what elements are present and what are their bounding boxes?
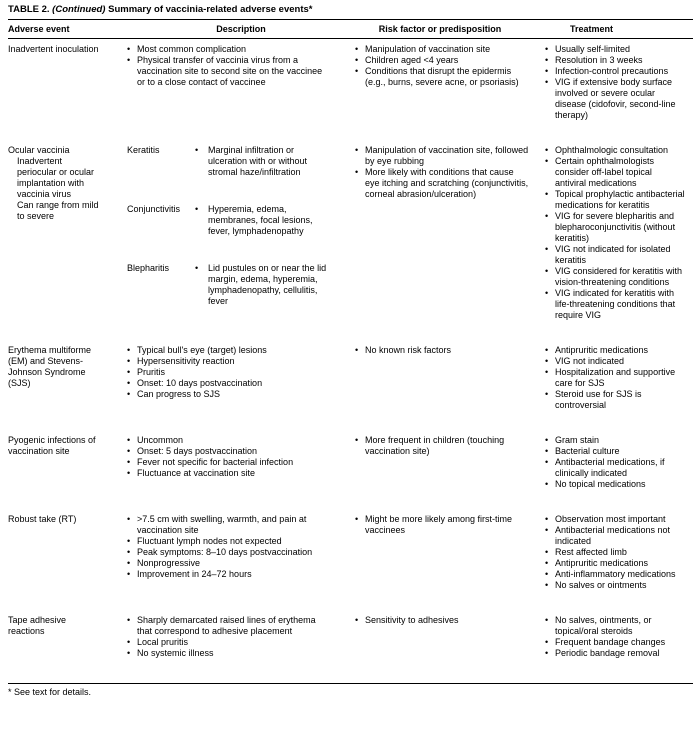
bullet-icon: • — [545, 479, 549, 489]
bullet-text: Pruritis — [137, 367, 166, 377]
bullet-item — [355, 55, 530, 66]
bullet-item — [545, 648, 685, 659]
table-row — [8, 615, 693, 659]
bullet-text: Hyperemia, edema, membranes, focal lesions, fever, lymphadenopathy — [208, 204, 313, 236]
risk-factor-cell — [355, 615, 545, 659]
column-header-risk-factor: Risk factor or predisposition — [378, 24, 502, 34]
bullet-icon: • — [355, 167, 359, 177]
bullet-text: Sensitivity to adhesives — [365, 615, 459, 625]
bullet-icon: • — [195, 145, 199, 155]
bullet-text: Antipruritic medications — [555, 558, 649, 568]
bullet-list — [127, 615, 327, 659]
bullet-icon: • — [545, 244, 549, 254]
bullet-text: Infection-control precautions — [555, 66, 669, 76]
bullet-item — [545, 637, 685, 648]
bullet-list — [355, 435, 530, 457]
bullet-icon: • — [355, 615, 359, 625]
bullet-icon: • — [545, 266, 549, 276]
bullet-text: Manipulation of vaccination site — [365, 44, 491, 54]
bullet-item — [127, 569, 327, 580]
bullet-text: Resolution in 3 weeks — [555, 55, 643, 65]
bullet-icon: • — [545, 389, 549, 399]
bullet-text: Sharply demarcated raised lines of erythema that correspond to adhesive placement — [137, 615, 316, 636]
treatment-cell — [545, 514, 693, 591]
bullet-text: >7.5 cm with swelling, warmth, and pain at vaccination site — [137, 514, 307, 535]
bullet-text: Typical bull's eye (target) lesions — [137, 345, 267, 355]
bullet-item — [195, 145, 327, 178]
adverse-event-name: Erythema multiforme (EM) and Stevens-Johnson Syndrome (SJS) — [8, 345, 92, 388]
table-row — [8, 345, 693, 411]
bullet-item — [545, 457, 685, 479]
condition-name: Conjunctivitis — [127, 204, 181, 214]
bullet-icon: • — [545, 345, 549, 355]
bullet-icon: • — [127, 569, 131, 579]
bullet-list — [127, 435, 327, 479]
adverse-event-cell — [8, 345, 127, 411]
table-title-text: Summary of vaccinia-related adverse events* — [108, 4, 313, 15]
bullet-text: Fever not specific for bacterial infection — [137, 457, 294, 467]
bullet-text: Observation most important — [555, 514, 666, 524]
bullet-list — [127, 345, 327, 400]
bullet-text: Antibacterial medications, if clinically indicated — [555, 457, 665, 478]
bullet-item — [355, 44, 530, 55]
bullet-text: Antibacterial medications not indicated — [555, 525, 671, 546]
risk-factor-cell — [355, 345, 545, 411]
condition-items — [195, 145, 327, 178]
bullet-text: Children aged <4 years — [365, 55, 459, 65]
bullet-icon: • — [545, 156, 549, 166]
bullet-item — [355, 167, 530, 200]
bullet-item — [127, 615, 327, 637]
treatment-cell — [545, 615, 693, 659]
bullet-text: Nonprogressive — [137, 558, 201, 568]
bullet-text: Anti-inflammatory medications — [555, 569, 676, 579]
bullet-list — [195, 204, 327, 237]
bullet-text: Fluctuance at vaccination site — [137, 468, 256, 478]
bullet-item — [127, 44, 327, 55]
adverse-event-cell — [8, 44, 127, 121]
table-title — [8, 4, 693, 19]
bullet-text: Certain ophthalmologists consider off-label topical antiviral medications — [555, 156, 655, 188]
bullet-text: VIG not indicated — [555, 356, 625, 366]
bullet-icon: • — [195, 204, 199, 214]
condition-name: Blepharitis — [127, 263, 170, 273]
bullet-icon: • — [545, 580, 549, 590]
table-number: TABLE 2. — [8, 4, 50, 15]
bullet-icon: • — [545, 558, 549, 568]
adverse-event-name: Tape adhesive reactions — [8, 615, 67, 636]
bullet-icon: • — [355, 435, 359, 445]
bullet-list — [127, 514, 327, 580]
risk-factor-cell — [355, 435, 545, 490]
bullet-icon: • — [355, 145, 359, 155]
bullet-list — [545, 44, 685, 121]
bullet-item — [545, 211, 685, 244]
bullet-icon: • — [127, 648, 131, 658]
bullet-item — [545, 345, 685, 356]
bullet-icon: • — [545, 55, 549, 65]
bullet-item — [545, 435, 685, 446]
treatment-cell — [545, 345, 693, 411]
bullet-item — [545, 569, 685, 580]
bullet-text: Manipulation of vaccination site, followed by eye rubbing — [365, 145, 529, 166]
bullet-text: Gram stain — [555, 435, 600, 445]
bullet-icon: • — [545, 145, 549, 155]
bullet-item — [127, 514, 327, 536]
bullet-item — [545, 446, 685, 457]
bullet-text: More likely with conditions that cause eye itching and scratching (conjunctivitis, corneal abrasion/ulceration) — [365, 167, 529, 199]
bullet-icon: • — [127, 378, 131, 388]
bullet-text: Frequent bandage changes — [555, 637, 666, 647]
adverse-event-cell — [8, 145, 127, 321]
bullet-text: Can progress to SJS — [137, 389, 221, 399]
bullet-icon: • — [545, 367, 549, 377]
condition-group — [127, 145, 327, 178]
bullet-text: Fluctuant lymph nodes not expected — [137, 536, 282, 546]
bullet-text: No systemic illness — [137, 648, 214, 658]
bullet-item — [545, 367, 685, 389]
bullet-text: No salves, ointments, or topical/oral steroids — [555, 615, 652, 636]
treatment-cell — [545, 145, 693, 321]
bullet-text: Improvement in 24–72 hours — [137, 569, 252, 579]
bullet-list — [545, 615, 685, 659]
description-cell — [127, 615, 355, 659]
adverse-event-name: Robust take (RT) — [8, 514, 77, 524]
bullet-list — [355, 514, 530, 536]
bullet-item — [545, 525, 685, 547]
description-cell — [127, 345, 355, 411]
bullet-icon: • — [355, 55, 359, 65]
bullet-icon: • — [545, 569, 549, 579]
bullet-item — [127, 446, 327, 457]
bullet-text: Onset: 10 days postvaccination — [137, 378, 263, 388]
condition-group — [127, 263, 327, 307]
adverse-event-cell — [8, 435, 127, 490]
bullet-icon: • — [355, 44, 359, 54]
bullet-item — [545, 479, 685, 490]
bullet-text: Hospitalization and supportive care for SJS — [555, 367, 676, 388]
table-row — [8, 435, 693, 490]
bullet-icon: • — [545, 648, 549, 658]
table-row — [8, 514, 693, 591]
bullet-item — [127, 367, 327, 378]
bullet-text: Local pruritis — [137, 637, 189, 647]
bullet-text: Rest affected limb — [555, 547, 627, 557]
bullet-item — [545, 547, 685, 558]
bullet-text: VIG if extensive body surface involved or severe ocular disease (cidofovir, second-line therapy) — [555, 77, 676, 120]
bullet-list — [195, 263, 327, 307]
table-header-row — [8, 20, 693, 38]
bullet-item — [127, 547, 327, 558]
bullet-item — [355, 514, 530, 536]
bullet-list — [545, 435, 685, 490]
bullet-icon: • — [127, 514, 131, 524]
condition-items — [195, 263, 327, 307]
table-continued-flag: (Continued) — [52, 4, 106, 15]
bullet-text: VIG indicated for keratitis with life-threatening conditions that require VIG — [555, 288, 676, 320]
bullet-text: VIG considered for keratitis with vision-threatening conditions — [555, 266, 683, 287]
bullet-text: Might be more likely among first-time vaccinees — [365, 514, 513, 535]
bullet-icon: • — [127, 44, 131, 54]
bullet-icon: • — [127, 536, 131, 546]
bullet-list — [355, 145, 530, 200]
adverse-event-name: Inadvertent inoculation — [8, 44, 99, 54]
bullet-text: Most common complication — [137, 44, 247, 54]
description-cell — [127, 435, 355, 490]
column-header-description: Description — [216, 24, 266, 34]
bullet-icon: • — [127, 637, 131, 647]
bullet-icon: • — [127, 468, 131, 478]
bullet-item — [545, 156, 685, 189]
bullet-list — [545, 514, 685, 591]
bullet-item — [195, 263, 327, 307]
bullet-icon: • — [355, 514, 359, 524]
bullet-list — [355, 44, 530, 88]
description-cell — [127, 44, 355, 121]
bullet-icon: • — [545, 189, 549, 199]
bullet-item — [127, 378, 327, 389]
table-row — [8, 44, 693, 121]
bullet-item — [545, 44, 685, 55]
bullet-item — [545, 615, 685, 637]
risk-factor-cell — [355, 514, 545, 591]
bullet-item — [545, 514, 685, 525]
bullet-item — [127, 435, 327, 446]
condition-group — [127, 204, 327, 237]
bullet-icon: • — [127, 367, 131, 377]
bullet-text: VIG not indicated for isolated keratitis — [555, 244, 671, 265]
bullet-text: No topical medications — [555, 479, 646, 489]
bullet-list — [355, 345, 530, 356]
bullet-text: More frequent in children (touching vaccination site) — [365, 435, 505, 456]
bullet-icon: • — [127, 615, 131, 625]
bullet-icon: • — [545, 637, 549, 647]
bullet-icon: • — [545, 446, 549, 456]
bullet-icon: • — [545, 44, 549, 54]
bullet-icon: • — [545, 514, 549, 524]
bullet-list — [545, 145, 685, 321]
bullet-item — [127, 356, 327, 367]
bullet-text: Onset: 5 days postvaccination — [137, 446, 258, 456]
bullet-item — [355, 615, 530, 626]
bullet-item — [127, 536, 327, 547]
bullet-list — [545, 345, 685, 411]
bullet-text: Bacterial culture — [555, 446, 620, 456]
bullet-item — [545, 356, 685, 367]
bullet-icon: • — [127, 547, 131, 557]
bullet-item — [545, 55, 685, 66]
bullet-icon: • — [545, 525, 549, 535]
bullet-text: Ophthalmologic consultation — [555, 145, 669, 155]
bullet-text: No salves or ointments — [555, 580, 647, 590]
bullet-list — [355, 615, 530, 626]
bullet-list — [195, 145, 327, 178]
bullet-icon: • — [127, 389, 131, 399]
bullet-icon: • — [127, 356, 131, 366]
bullet-item — [545, 558, 685, 569]
bullet-item — [127, 345, 327, 356]
bullet-icon: • — [545, 547, 549, 557]
bullet-icon: • — [127, 457, 131, 467]
bullet-item — [545, 580, 685, 591]
treatment-cell — [545, 44, 693, 121]
bullet-icon: • — [545, 211, 549, 221]
bullet-text: Peak symptoms: 8–10 days postvaccination — [137, 547, 313, 557]
bullet-icon: • — [195, 263, 199, 273]
risk-factor-cell — [355, 44, 545, 121]
table-row — [8, 145, 693, 321]
description-cell — [127, 514, 355, 591]
condition-items — [195, 204, 327, 237]
adverse-event-cell — [8, 514, 127, 591]
bullet-item — [127, 468, 327, 479]
bullet-item — [545, 266, 685, 288]
table-body — [8, 39, 693, 659]
treatment-cell — [545, 435, 693, 490]
bullet-icon: • — [127, 446, 131, 456]
bullet-item — [545, 77, 685, 121]
bullet-item — [545, 244, 685, 266]
adverse-event-note: Inadvertent periocular or ocular implantation with vaccinia virus — [17, 156, 95, 199]
bullet-item — [545, 389, 685, 411]
bullet-icon: • — [127, 345, 131, 355]
table-footnote: * See text for details. — [8, 687, 92, 697]
bullet-item — [127, 648, 327, 659]
bullet-text: Lid pustules on or near the lid margin, edema, hyperemia, lymphadenopathy, cellulitis, fever — [208, 263, 327, 306]
bullet-text: Steroid use for SJS is controversial — [555, 389, 642, 410]
bullet-list — [127, 44, 327, 88]
bullet-item — [127, 558, 327, 569]
condition-name: Keratitis — [127, 145, 160, 155]
bullet-icon: • — [127, 55, 131, 65]
bullet-item — [545, 66, 685, 77]
bullet-item — [195, 204, 327, 237]
bullet-item — [355, 66, 530, 88]
adverse-event-name: Ocular vaccinia — [8, 145, 70, 155]
bullet-icon: • — [127, 558, 131, 568]
bullet-text: No known risk factors — [365, 345, 452, 355]
bullet-text: Topical prophylactic antibacterial medications for keratitis — [555, 189, 685, 210]
bullet-text: Usually self-limited — [555, 44, 631, 54]
description-cell — [127, 145, 355, 321]
bullet-item — [545, 145, 685, 156]
bullet-text: Hypersensitivity reaction — [137, 356, 235, 366]
adverse-event-name: Pyogenic infections of vaccination site — [8, 435, 96, 456]
bullet-icon: • — [545, 356, 549, 366]
bullet-text: Antipruritic medications — [555, 345, 649, 355]
risk-factor-cell — [355, 145, 545, 321]
bullet-item — [545, 288, 685, 321]
bullet-icon: • — [127, 435, 131, 445]
bullet-text: Uncommon — [137, 435, 184, 445]
bullet-icon: • — [355, 66, 359, 76]
bullet-item — [545, 189, 685, 211]
adverse-event-cell — [8, 615, 127, 659]
bullet-icon: • — [355, 345, 359, 355]
column-header-adverse-event: Adverse event — [8, 24, 70, 34]
bullet-icon: • — [545, 435, 549, 445]
bullet-text: Physical transfer of vaccinia virus from a vaccination site to second site on the vaccinee or to a close contact of vaccinee — [137, 55, 323, 87]
bullet-icon: • — [545, 77, 549, 87]
bullet-item — [355, 435, 530, 457]
bullet-icon: • — [545, 457, 549, 467]
bullet-text: VIG for severe blepharitis and blepharoconjunctivitis (without keratitis) — [555, 211, 676, 243]
bullet-icon: • — [545, 615, 549, 625]
bullet-icon: • — [545, 288, 549, 298]
bullet-item — [355, 345, 530, 356]
bullet-text: Periodic bandage removal — [555, 648, 660, 658]
bullet-text: Marginal infiltration or ulceration with or without stromal haze/infiltration — [208, 145, 308, 177]
bullet-item — [127, 389, 327, 400]
bullet-item — [127, 55, 327, 88]
bullet-icon: • — [545, 66, 549, 76]
adverse-event-note: Can range from mild to severe — [17, 200, 99, 221]
bullet-text: Conditions that disrupt the epidermis (e.g., burns, severe acne, or psoriasis) — [365, 66, 519, 87]
column-header-treatment: Treatment — [569, 24, 613, 34]
bullet-item — [355, 145, 530, 167]
bullet-item — [127, 457, 327, 468]
bullet-item — [127, 637, 327, 648]
